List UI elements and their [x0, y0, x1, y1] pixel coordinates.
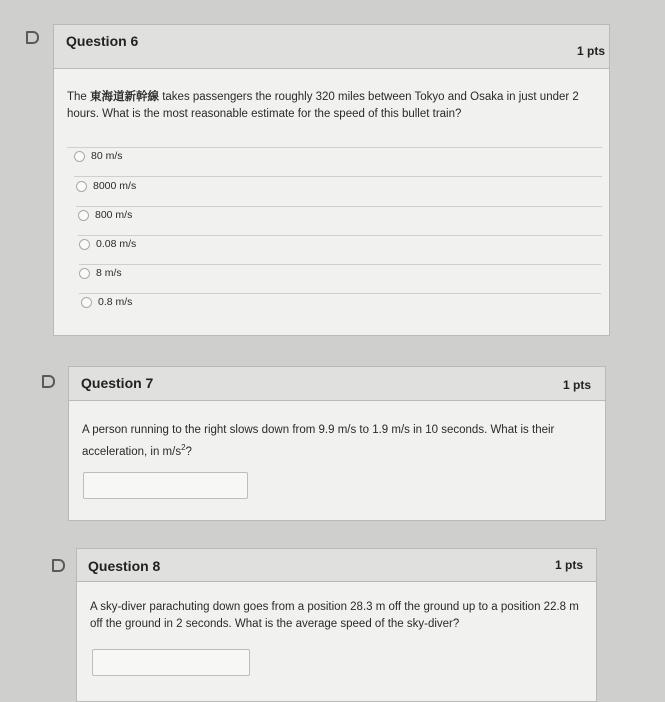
question-7-answer-input[interactable]	[83, 472, 248, 499]
radio-button[interactable]	[79, 239, 90, 250]
question-7-card	[68, 366, 606, 521]
answer-option[interactable]	[76, 180, 136, 192]
question-6-card	[53, 24, 610, 336]
question-7-text-line2: acceleration, in m/s	[82, 445, 182, 458]
question-8-title: Question 8	[88, 558, 161, 574]
flag-icon[interactable]	[52, 559, 65, 572]
radio-button[interactable]	[78, 210, 89, 221]
flag-icon[interactable]	[42, 375, 55, 388]
radio-button[interactable]	[81, 297, 92, 308]
question-7-title: Question 7	[81, 375, 154, 391]
answer-option-label: 0.08 m/s	[96, 238, 137, 250]
question-7-text	[82, 422, 597, 461]
radio-button[interactable]	[76, 181, 87, 192]
question-8-card	[76, 548, 597, 702]
answer-option[interactable]	[78, 209, 132, 221]
question-6-text-part: The	[67, 91, 91, 103]
question-7-text-end: ?	[185, 445, 192, 458]
question-6-text-part: 東海道新幹線	[90, 91, 160, 103]
answer-option-label: 0.8 m/s	[98, 296, 133, 308]
answer-option[interactable]	[79, 238, 136, 250]
question-8-text: A sky-diver parachuting down goes from a position 28.3 m off the ground up to a position 22.8 m off the ground in 2 seconds. What is the average speed of the sky-diver?	[90, 601, 579, 630]
question-8-answer-input[interactable]	[92, 649, 250, 676]
question-7-points: 1 pts	[563, 378, 592, 392]
question-7-text-line1: A person running to the right slows down from 9.9 m/s to 1.9 m/s in 10 seconds. What is their	[82, 424, 555, 436]
answer-option-label: 800 m/s	[95, 209, 133, 221]
question-6-text-part: takes passengers the roughly 320 miles between Tokyo and Osaka in just under 2 hours. What is the most reasonable estimate for the speed of this bullet train?	[67, 91, 579, 120]
flag-icon[interactable]	[26, 31, 39, 44]
question-6-text	[67, 89, 607, 123]
question-6-title: Question 6	[66, 33, 139, 49]
answer-option[interactable]	[74, 150, 123, 162]
question-7-text-exponent: 2	[181, 443, 186, 452]
answer-option[interactable]	[79, 267, 122, 279]
answer-option[interactable]	[81, 296, 132, 308]
question-6-points: 1 pts	[577, 44, 606, 58]
answer-option-label: 80 m/s	[91, 150, 123, 162]
radio-button[interactable]	[79, 268, 90, 279]
answer-option-label: 8000 m/s	[93, 180, 137, 192]
answer-option-label: 8 m/s	[96, 267, 122, 279]
question-8-points: 1 pts	[555, 558, 584, 572]
radio-button[interactable]	[74, 151, 85, 162]
